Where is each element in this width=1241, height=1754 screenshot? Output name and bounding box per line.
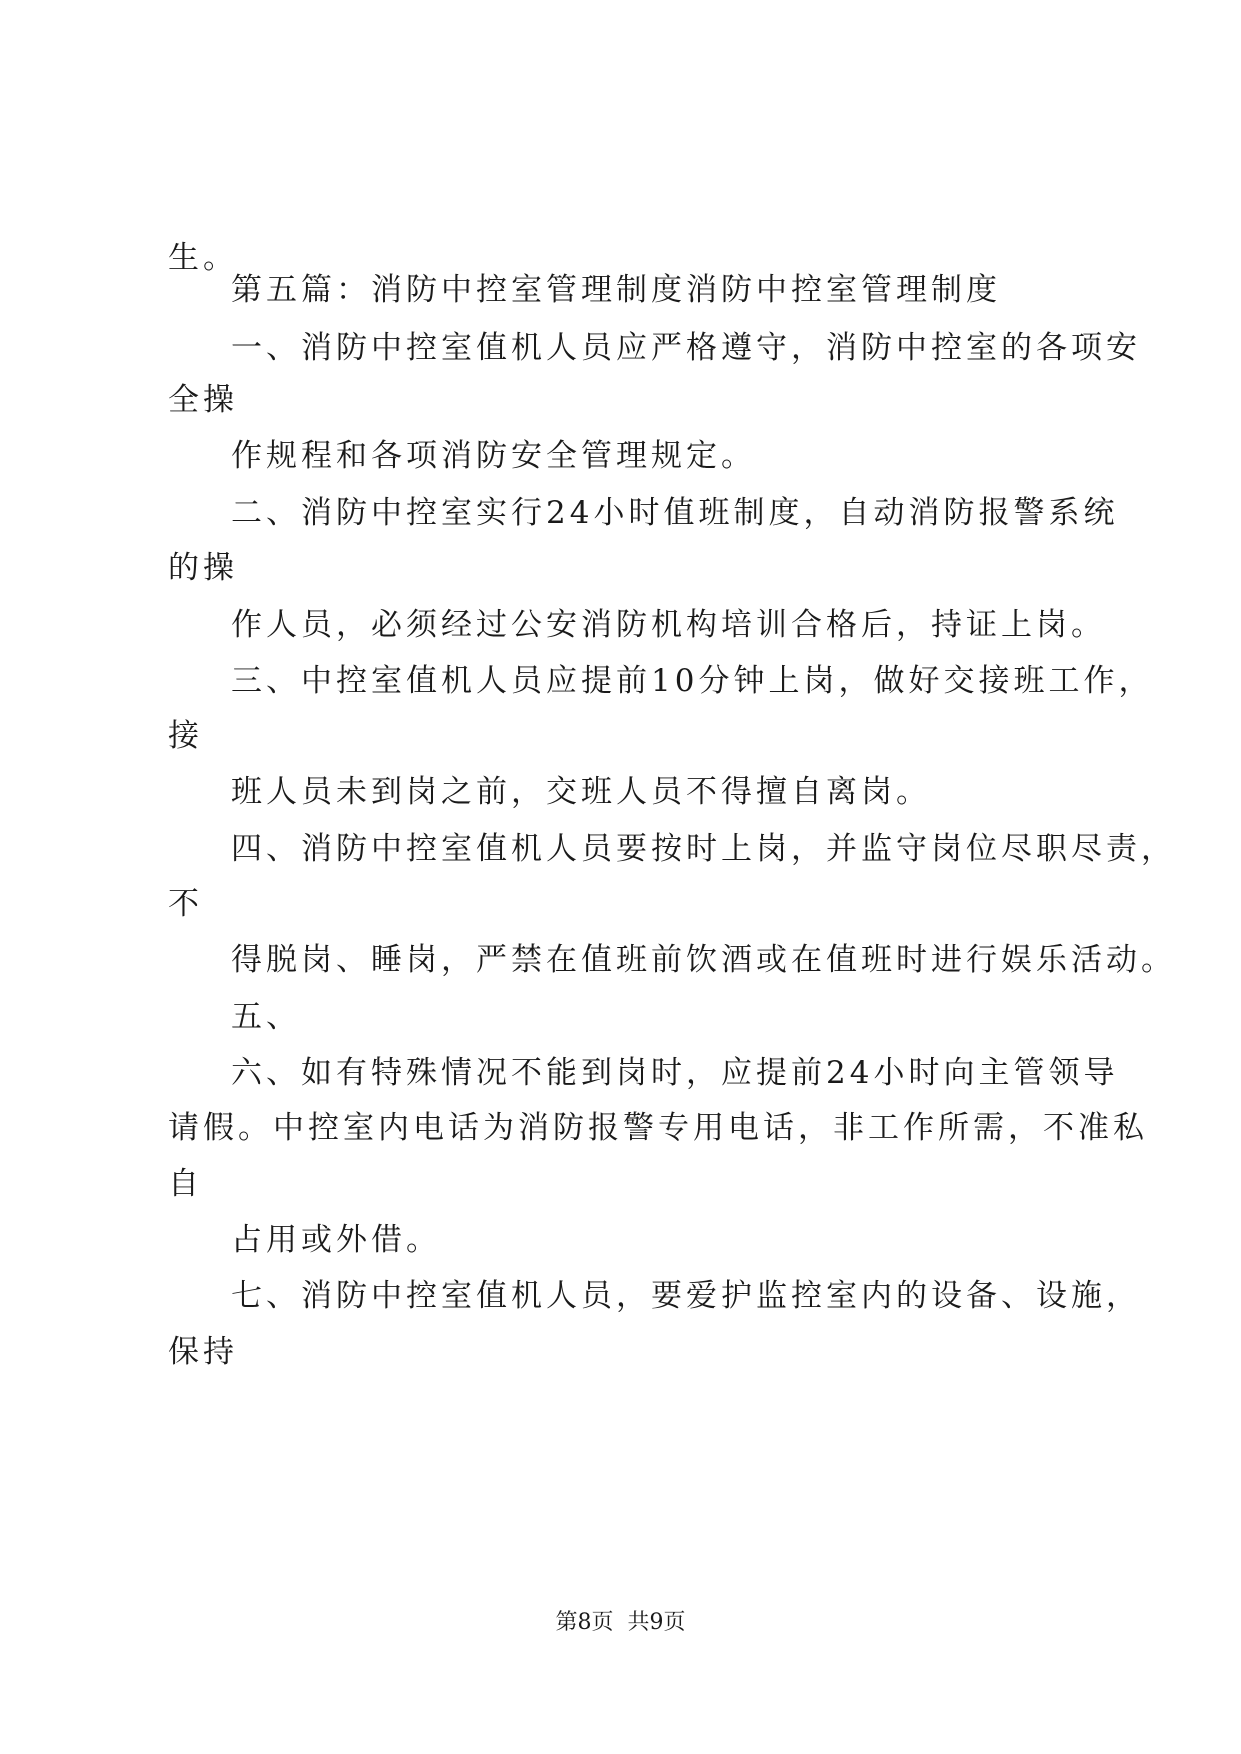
text-line: 得脱岗、睡岗，严禁在值班前饮酒或在值班时进行娱乐活动。: [231, 942, 1176, 978]
text-line: 三、中控室值机人员应提前10分钟上岗，做好交接班工作，: [231, 663, 1154, 699]
text-line: 占用或外借。: [231, 1222, 441, 1258]
text-line: 六、如有特殊情况不能到岗时，应提前24小时向主管领导: [231, 1055, 1119, 1091]
text-line: 作规程和各项消防安全管理规定。: [231, 438, 756, 474]
text-line: 不: [168, 886, 203, 922]
text-line: 保持: [168, 1334, 238, 1370]
text-line: 的操: [168, 550, 238, 586]
page-total: 共9页: [627, 1610, 686, 1635]
page-number: 第8页: [555, 1610, 614, 1635]
text-line: 全操: [168, 382, 238, 418]
text-line: 五、: [231, 999, 301, 1035]
text-line: 请假。中控室内电话为消防报警专用电话，非工作所需，不准私: [168, 1110, 1148, 1146]
text-line: 生。: [168, 240, 238, 276]
text-line: 作人员，必须经过公安消防机构培训合格后，持证上岗。: [231, 607, 1106, 643]
text-line: 自: [168, 1166, 203, 1202]
text-line: 一、消防中控室值机人员应严格遵守，消防中控室的各项安: [231, 330, 1141, 366]
text-line: 接: [168, 718, 203, 754]
text-line: 二、消防中控室实行24小时值班制度，自动消防报警系统: [231, 495, 1119, 531]
text-line: 四、消防中控室值机人员要按时上岗，并监守岗位尽职尽责，: [231, 831, 1176, 867]
page-footer: [0, 1608, 1241, 1638]
text-line: 七、消防中控室值机人员，要爱护监控室内的设备、设施，: [231, 1278, 1141, 1314]
section-title: 第五篇：消防中控室管理制度消防中控室管理制度: [231, 272, 1001, 308]
text-line: 班人员未到岗之前，交班人员不得擅自离岗。: [231, 774, 931, 810]
